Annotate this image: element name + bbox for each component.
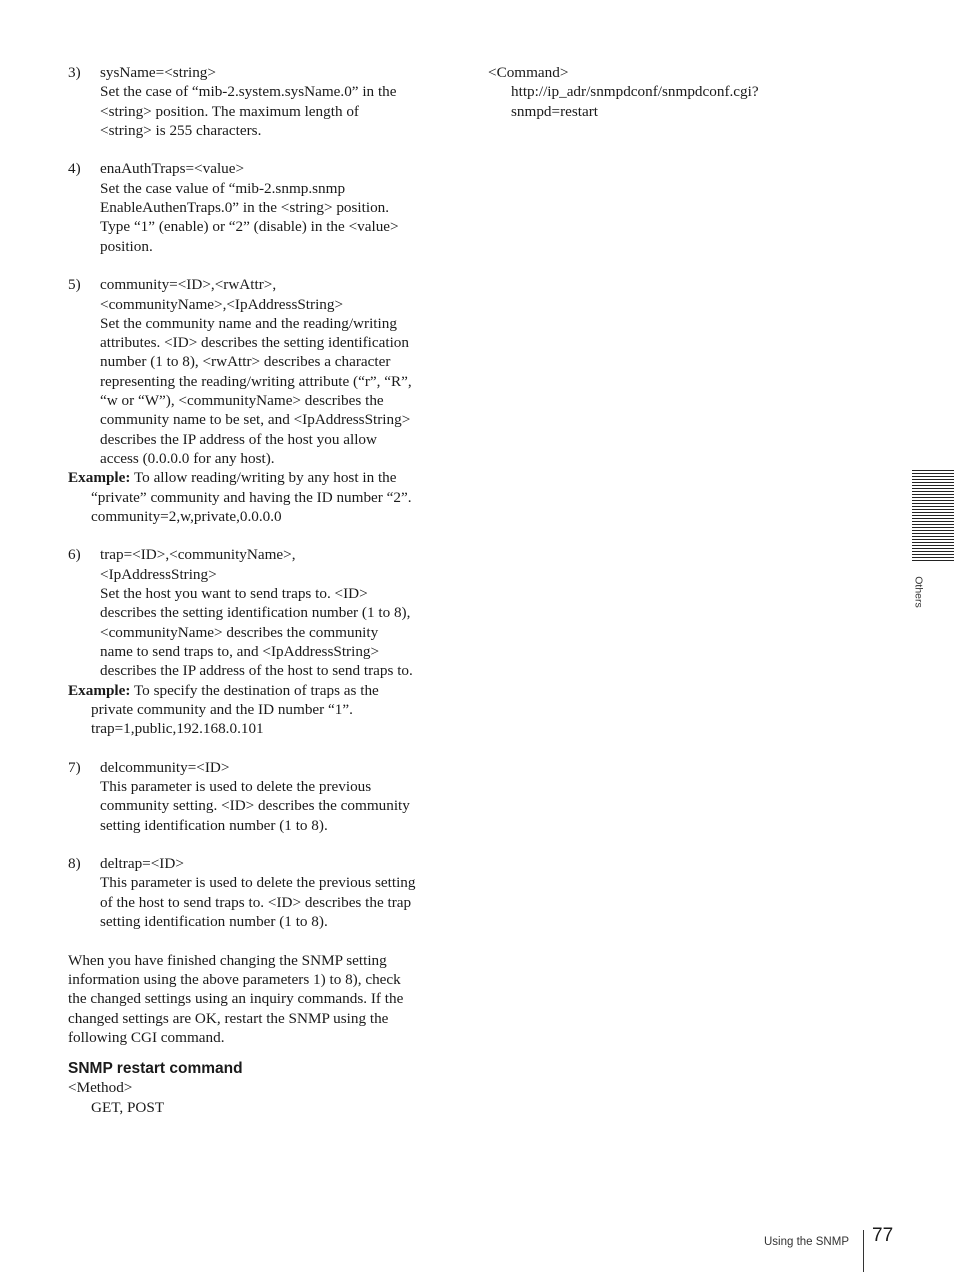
item-line: Set the host you want to send traps to. <ID>	[100, 585, 368, 603]
item-number: 4)	[68, 160, 81, 178]
item-number: 7)	[68, 758, 81, 776]
parameter-item	[68, 545, 448, 680]
item-line: describes the IP address of the host you allow	[100, 430, 377, 448]
footer-divider	[863, 1230, 864, 1272]
page-number: 77	[872, 1225, 894, 1246]
footer-section-title: Using the SNMP	[763, 1236, 849, 1248]
item-line: <IpAddressString>	[100, 565, 217, 583]
method-value: GET, POST	[91, 1098, 165, 1116]
text-line: following CGI command.	[68, 1028, 225, 1046]
item-body	[100, 758, 448, 835]
item-body	[100, 854, 448, 931]
item-line: Set the case value of “mib-2.snmp.snmp	[100, 179, 346, 197]
item-body	[100, 275, 448, 468]
item-number: 3)	[68, 64, 81, 81]
item-line: <string> position. The maximum length of	[100, 102, 359, 120]
item-line: describes the setting identification number (1 to 8),	[100, 604, 411, 622]
closing-paragraph	[68, 951, 448, 1047]
method-label: <Method>	[68, 1079, 133, 1097]
item-body	[100, 159, 448, 255]
example-label: Example:	[68, 681, 131, 699]
item-line: Set the case of “mib-2.system.sysName.0” in the	[100, 83, 397, 101]
item-body	[100, 545, 448, 680]
item-line: This parameter is used to delete the previous setting	[100, 874, 416, 892]
item-line: delcommunity=<ID>	[100, 758, 230, 776]
item-line: of the host to send traps to. <ID> describes the trap	[100, 893, 412, 911]
item-line: enaAuthTraps=<value>	[100, 160, 245, 178]
text-line: changed settings are OK, restart the SNMP using the	[68, 1009, 389, 1027]
item-line: access (0.0.0.0 for any host).	[100, 449, 275, 467]
parameter-item	[68, 854, 448, 931]
example-text: To specify the destination of traps as the	[130, 681, 379, 699]
text-line: When you have finished changing the SNMP setting	[68, 951, 387, 969]
parameter-list	[68, 63, 448, 931]
item-number: 8)	[68, 855, 81, 873]
item-line: setting identification number (1 to 8).	[100, 913, 328, 931]
parameter-item	[68, 159, 448, 255]
item-line: EnableAuthenTraps.0” in the <string> position.	[100, 199, 390, 217]
command-label: <Command>	[488, 64, 569, 81]
item-body	[100, 63, 448, 140]
item-line: Set the community name and the reading/writing	[100, 314, 397, 332]
parameter-item	[68, 275, 448, 468]
item-line: trap=<ID>,<communityName>,	[100, 546, 296, 564]
example-label: Example:	[68, 469, 131, 487]
item-line: <string> is 255 characters.	[100, 121, 262, 139]
item-line: name to send traps to, and <IpAddressString>	[100, 642, 380, 660]
item-line: community setting. <ID> describes the community	[100, 797, 410, 815]
text-line: the changed settings using an inquiry commands. If the	[68, 990, 404, 1008]
item-line: Type “1” (enable) or “2” (disable) in the <value>	[100, 218, 399, 236]
side-tab-label: Others	[912, 576, 925, 608]
item-line: community=<ID>,<rwAttr>,	[100, 276, 277, 294]
item-line: “w or “W”), <communityName> describes the	[100, 392, 384, 410]
example-first-line	[68, 468, 448, 487]
item-line: This parameter is used to delete the previous	[100, 777, 372, 795]
command-line-2: snmpd=restart	[511, 102, 599, 120]
section-tab-marker	[912, 470, 954, 562]
item-line: number (1 to 8), <rwAttr> describes a character	[100, 353, 391, 371]
command-line-1: http://ip_adr/snmpdconf/snmpdconf.cgi?	[511, 83, 759, 101]
item-line: attributes. <ID> describes the setting identification	[100, 334, 409, 352]
example-first-line	[68, 681, 448, 700]
example-block	[68, 468, 448, 526]
left-column	[68, 63, 448, 1117]
example-line: trap=1,public,192.168.0.101	[91, 720, 264, 738]
example-line: private community and the ID number “1”.	[91, 700, 353, 718]
item-line: deltrap=<ID>	[100, 855, 184, 873]
right-column	[488, 63, 818, 121]
parameter-item	[68, 758, 448, 835]
example-block	[68, 681, 448, 739]
section-heading: SNMP restart command	[68, 1060, 243, 1078]
item-line: <communityName> describes the community	[100, 623, 379, 641]
item-line: community name to be set, and <IpAddressString>	[100, 411, 411, 429]
example-line: community=2,w,private,0.0.0.0	[91, 507, 282, 525]
item-number: 5)	[68, 276, 81, 294]
item-line: describes the IP address of the host to send traps to.	[100, 662, 413, 680]
example-text: To allow reading/writing by any host in the	[130, 469, 397, 487]
text-line: information using the above parameters 1) to 8), check	[68, 970, 401, 988]
parameter-item	[68, 63, 448, 140]
item-line: <communityName>,<IpAddressString>	[100, 295, 344, 313]
example-line: “private” community and having the ID number “2”.	[91, 488, 412, 506]
item-line: setting identification number (1 to 8).	[100, 816, 328, 834]
item-line: representing the reading/writing attribute (“r”, “R”,	[100, 372, 412, 390]
item-line: sysName=<string>	[100, 64, 216, 81]
item-number: 6)	[68, 546, 81, 564]
item-line: position.	[100, 237, 153, 255]
